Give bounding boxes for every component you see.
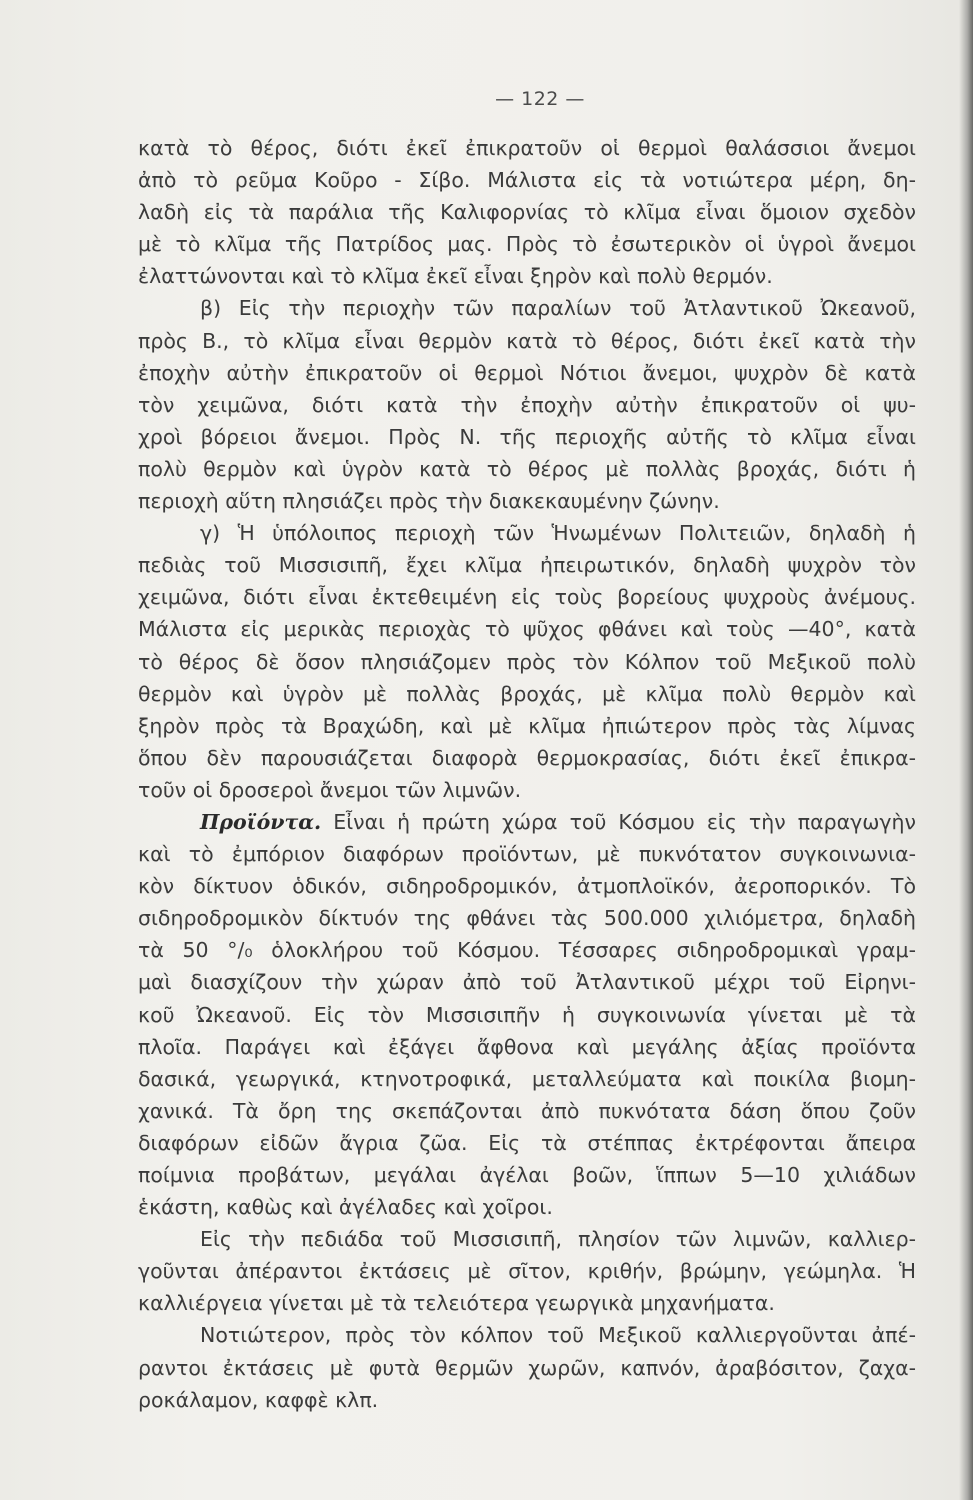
text-line: ποίμνια προβάτων, μεγάλαι ἀγέλαι βοῶν, ἵππων 5—10 χιλιάδων: [138, 1163, 916, 1187]
text-line: Μάλιστα εἰς μερικὰς περιοχὰς τὸ ψῦχος φθάνει καὶ τοὺς —40°, κατὰ: [138, 617, 916, 642]
text-line: πολὺ θερμὸν καὶ ὑγρὸν κατὰ τὸ θέρος μὲ πολλὰς βροχάς, διότι ἡ: [138, 456, 916, 481]
text-line: διαφόρων εἰδῶν ἄγρια ζῶα. Εἰς τὰ στέππας ἐκτρέφονται ἄπειρα: [138, 1130, 916, 1155]
paragraph-climate-interior: [138, 517, 916, 806]
paragraph-products: [138, 806, 916, 1223]
text-line: δασικά, γεωργικά, κτηνοτροφικά, μεταλλεύματα καὶ ποικίλα βιομη-: [138, 1066, 916, 1091]
text-line: κατὰ τὸ θέρος, διότι ἐκεῖ ἐπικρατοῦν οἱ θερμοὶ θαλάσσιοι ἄνεμοι: [138, 136, 916, 160]
paragraph-climate-atlantic: [138, 292, 916, 517]
body-text: [138, 132, 916, 1416]
text-line-rest: Εἶναι ἡ πρώτη χώρα τοῦ Κόσμου εἰς τὴν παραγωγὴν: [321, 809, 916, 834]
text-line: χροὶ βόρειοι ἄνεμοι. Πρὸς Ν. τῆς περιοχῆς αὐτῆς τὸ κλῖμα εἶναι: [138, 424, 916, 449]
text-line: ὅπου δὲν παρουσιάζεται διαφορὰ θερμοκρασίας, διότι ἐκεῖ ἐπικρα-: [138, 745, 916, 770]
text-line: σιδηροδρομικὸν δίκτυόν της φθάνει τὰς 500.000 χιλιόμετρα, δηλαδὴ: [138, 906, 916, 931]
text-line: πεδιὰς τοῦ Μισσισιπῆ, ἔχει κλῖμα ἠπειρωτικόν, δηλαδὴ ψυχρὸν τὸν: [138, 553, 916, 578]
text-line: ροκάλαμον, καφφὲ κλπ.: [138, 1387, 379, 1412]
text-line: ξηρὸν πρὸς τὰ Βραχώδη, καὶ μὲ κλῖμα ἠπιώτερον πρὸς τὰς λίμνας: [138, 713, 916, 738]
paragraph-gulf-crops: [138, 1319, 916, 1415]
text-line: τὰ 50 °/₀ ὁλοκλήρου τοῦ Κόσμου. Τέσσαρες σιδηροδρομικαὶ γραμ-: [138, 938, 916, 963]
text-line: ἑκάστη, καθὼς καὶ ἀγέλαδες καὶ χοῖροι.: [138, 1195, 553, 1220]
text-line: Νοτιώτερον, πρὸς τὸν κόλπον τοῦ Μεξικοῦ καλλιεργοῦνται ἀπέ-: [200, 1323, 916, 1348]
text-line: ἐλαττώνονται καὶ τὸ κλῖμα ἐκεῖ εἶναι ξηρὸν καὶ πολὺ θερμόν.: [138, 264, 773, 289]
text-line: γοῦνται ἀπέραντοι ἐκτάσεις μὲ σῖτον, κριθήν, βρώμην, γεώμηλα. Ἡ: [138, 1259, 916, 1284]
text-line: καὶ τὸ ἐμπόριον διαφόρων προϊόντων, μὲ πυκνότατον συγκοινωνια-: [138, 842, 916, 867]
text-line: ραντοι ἐκτάσεις μὲ φυτὰ θερμῶν χωρῶν, καπνόν, ἀραβόσιτον, ζαχα-: [138, 1355, 916, 1380]
text-line: τὸ θέρος δὲ ὅσον πλησιάζομεν πρὸς τὸν Κόλπον τοῦ Μεξικοῦ πολὺ: [138, 649, 916, 674]
text-line: γ) Ἡ ὑπόλοιπος περιοχὴ τῶν Ἡνωμένων Πολιτειῶν, δηλαδὴ ἡ: [200, 521, 916, 546]
text-line: ἐποχὴν αὐτὴν ἐπικρατοῦν οἱ θερμοὶ Νότιοι ἄνεμοι, ψυχρὸν δὲ κατὰ: [138, 360, 916, 385]
paragraph-climate-pacific: [138, 132, 916, 292]
text-line: [138, 806, 916, 838]
text-line: β) Εἰς τὴν περιοχὴν τῶν παραλίων τοῦ Ἀτλαντικοῦ Ὠκεανοῦ,: [200, 296, 916, 321]
section-heading-products: Προϊόντα.: [200, 809, 322, 834]
paragraph-mississippi-plain: [138, 1223, 916, 1319]
text-line: θερμὸν καὶ ὑγρὸν μὲ πολλὰς βροχάς, μὲ κλῖμα πολὺ θερμὸν καὶ: [138, 681, 916, 706]
page-number: — 122 —: [495, 88, 585, 110]
text-line: χανικά. Τὰ ὄρη της σκεπάζονται ἀπὸ πυκνότατα δάση ὅπου ζοῦν: [138, 1098, 916, 1123]
text-line: χειμῶνα, διότι εἶναι ἐκτεθειμένη εἰς τοὺς βορείους ψυχροὺς ἀνέμους.: [138, 585, 916, 610]
text-line: Εἰς τὴν πεδιάδα τοῦ Μισσισιπῆ, πλησίον τῶν λιμνῶν, καλλιερ-: [200, 1227, 916, 1252]
text-line: κοῦ Ὠκεανοῦ. Εἰς τὸν Μισσισιπῆν ἡ συγκοινωνία γίνεται μὲ τὰ: [138, 1002, 916, 1027]
text-line: λαδὴ εἰς τὰ παράλια τῆς Καλιφορνίας τὸ κλῖμα εἶναι ὅμοιον σχεδὸν: [138, 200, 916, 225]
page-edge-shadow: [959, 0, 973, 1500]
text-line: ἀπὸ τὸ ρεῦμα Κοῦρο - Σίβο. Μάλιστα εἰς τὰ νοτιώτερα μέρη, δη-: [138, 168, 916, 193]
text-line: περιοχὴ αὕτη πλησιάζει πρὸς τὴν διακεκαυμένην ζώνην.: [138, 489, 720, 514]
text-line: κὸν δίκτυον ὁδικόν, σιδηροδρομικόν, ἀτμοπλοϊκόν, ἀεροπορικόν. Τὸ: [138, 874, 916, 899]
text-line: πλοῖα. Παράγει καὶ ἐξάγει ἄφθονα καὶ μεγάλης ἀξίας προϊόντα: [138, 1034, 916, 1059]
text-line: μαὶ διασχίζουν τὴν χώραν ἀπὸ τοῦ Ἀτλαντικοῦ μέχρι τοῦ Εἰρηνι-: [138, 970, 916, 995]
text-line: καλλιέργεια γίνεται μὲ τὰ τελειότερα γεωργικὰ μηχανήματα.: [138, 1291, 775, 1316]
text-line: τὸν χειμῶνα, διότι κατὰ τὴν ἐποχὴν αὐτὴν ἐπικρατοῦν οἱ ψυ-: [138, 392, 916, 417]
text-line: πρὸς Β., τὸ κλῖμα εἶναι θερμὸν κατὰ τὸ θέρος, διότι ἐκεῖ κατὰ τὴν: [138, 328, 916, 353]
text-line: τοῦν οἱ δροσεροὶ ἄνεμοι τῶν λιμνῶν.: [138, 777, 522, 802]
text-line: μὲ τὸ κλῖμα τῆς Πατρίδος μας. Πρὸς τὸ ἐσωτερικὸν οἱ ὑγροὶ ἄνεμοι: [138, 232, 916, 257]
